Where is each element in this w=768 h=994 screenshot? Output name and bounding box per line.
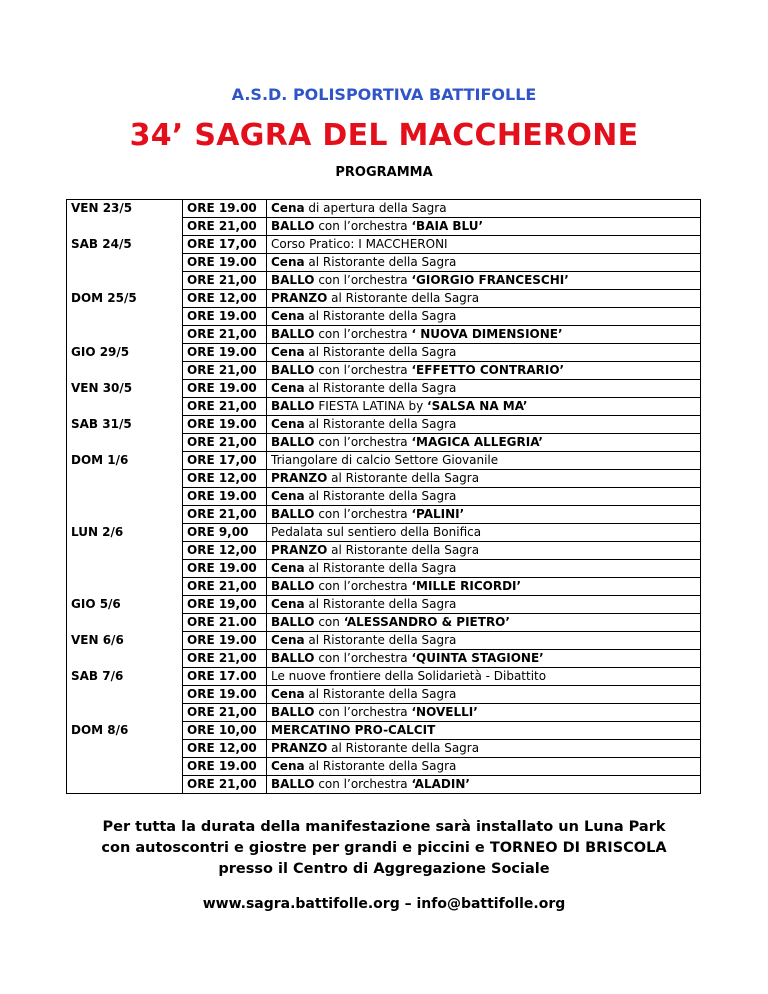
schedule-day <box>67 542 183 560</box>
schedule-row <box>67 506 701 524</box>
schedule-row <box>67 686 701 704</box>
schedule-event <box>267 416 701 434</box>
event-description: con l’orchestra <box>314 507 412 521</box>
schedule-time: ORE 19.00 <box>183 560 267 578</box>
schedule-day <box>67 650 183 668</box>
event-keyword: Cena <box>271 561 305 575</box>
event-description: con l’orchestra <box>314 579 412 593</box>
schedule-row <box>67 218 701 236</box>
schedule-day <box>67 470 183 488</box>
schedule-day <box>67 326 183 344</box>
event-description: al Ristorante della Sagra <box>304 381 457 395</box>
event-performer: ‘BAIA BLU’ <box>411 219 484 233</box>
schedule-event <box>267 470 701 488</box>
schedule-row <box>67 200 701 218</box>
event-description: al Ristorante della Sagra <box>304 633 457 647</box>
event-performer: ‘GIORGIO FRANCESCHI’ <box>411 273 569 287</box>
event-keyword: Cena <box>271 345 305 359</box>
event-description: al Ristorante della Sagra <box>327 291 480 305</box>
schedule-row <box>67 416 701 434</box>
event-description: al Ristorante della Sagra <box>304 255 457 269</box>
schedule-event <box>267 776 701 794</box>
event-keyword: Cena <box>271 255 305 269</box>
schedule-event <box>267 542 701 560</box>
event-keyword: Cena <box>271 597 305 611</box>
schedule-event <box>267 704 701 722</box>
event-keyword: PRANZO <box>271 471 328 485</box>
schedule-time: ORE 21,00 <box>183 650 267 668</box>
schedule-event <box>267 344 701 362</box>
footer-line-2: con autoscontri e giostre per grandi e piccini e TORNEO DI BRISCOLA <box>101 840 667 856</box>
event-keyword: Cena <box>271 417 305 431</box>
schedule-time: ORE 21,00 <box>183 362 267 380</box>
event-keyword: Cena <box>271 489 305 503</box>
event-keyword: Cena <box>271 381 305 395</box>
schedule-event <box>267 308 701 326</box>
schedule-event <box>267 668 701 686</box>
schedule-row <box>67 596 701 614</box>
schedule-day: VEN 6/6 <box>67 632 183 650</box>
event-description: con l’orchestra <box>314 219 412 233</box>
schedule-event <box>267 686 701 704</box>
schedule-event <box>267 488 701 506</box>
schedule-day <box>67 506 183 524</box>
schedule-time: ORE 21,00 <box>183 326 267 344</box>
schedule-time: ORE 19.00 <box>183 632 267 650</box>
schedule-day <box>67 614 183 632</box>
event-description: con l’orchestra <box>314 363 412 377</box>
event-keyword: BALLO <box>271 363 315 377</box>
program-table <box>66 199 701 794</box>
schedule-day <box>67 218 183 236</box>
schedule-time: ORE 21.00 <box>183 614 267 632</box>
schedule-time: ORE 12,00 <box>183 290 267 308</box>
schedule-day: DOM 1/6 <box>67 452 183 470</box>
event-performer: ‘SALSA NA MA’ <box>427 399 528 413</box>
schedule-time: ORE 19.00 <box>183 308 267 326</box>
event-description: con l’orchestra <box>314 705 412 719</box>
event-description: Triangolare di calcio Settore Giovanile <box>271 453 499 467</box>
schedule-row <box>67 272 701 290</box>
schedule-event <box>267 632 701 650</box>
schedule-row <box>67 398 701 416</box>
schedule-row <box>67 542 701 560</box>
event-performer: ‘ALESSANDRO & PIETRO’ <box>343 615 510 629</box>
event-title: 34’ SAGRA DEL MACCHERONE <box>129 118 639 153</box>
schedule-day: DOM 8/6 <box>67 722 183 740</box>
event-description: al Ristorante della Sagra <box>304 597 457 611</box>
event-keyword: BALLO <box>271 705 315 719</box>
schedule-row <box>67 578 701 596</box>
schedule-event <box>267 434 701 452</box>
event-description: con l’orchestra <box>314 651 412 665</box>
event-description: al Ristorante della Sagra <box>304 309 457 323</box>
event-performer: ‘EFFETTO CONTRARIO’ <box>411 363 565 377</box>
schedule-day <box>67 776 183 794</box>
schedule-day <box>67 434 183 452</box>
event-description: al Ristorante della Sagra <box>327 471 480 485</box>
schedule-time: ORE 21,00 <box>183 776 267 794</box>
event-description: Pedalata sul sentiero della Bonifica <box>271 525 482 539</box>
schedule-time: ORE 10,00 <box>183 722 267 740</box>
schedule-event <box>267 506 701 524</box>
schedule-time: ORE 19,00 <box>183 596 267 614</box>
schedule-time: ORE 21,00 <box>183 398 267 416</box>
event-performer: ‘NOVELLI’ <box>411 705 478 719</box>
schedule-time: ORE 19.00 <box>183 380 267 398</box>
event-description: con <box>314 615 344 629</box>
event-description: al Ristorante della Sagra <box>304 489 457 503</box>
event-keyword: Cena <box>271 687 305 701</box>
schedule-day <box>67 308 183 326</box>
schedule-event <box>267 254 701 272</box>
schedule-day: SAB 24/5 <box>67 236 183 254</box>
schedule-day <box>67 686 183 704</box>
schedule-row <box>67 560 701 578</box>
schedule-day <box>67 488 183 506</box>
schedule-row <box>67 632 701 650</box>
event-keyword: PRANZO <box>271 291 328 305</box>
event-keyword: PRANZO <box>271 543 328 557</box>
schedule-time: ORE 21,00 <box>183 272 267 290</box>
schedule-event <box>267 758 701 776</box>
event-keyword: BALLO <box>271 399 315 413</box>
schedule-event <box>267 236 701 254</box>
schedule-event <box>267 290 701 308</box>
event-keyword: BALLO <box>271 273 315 287</box>
schedule-day <box>67 740 183 758</box>
event-description: con l’orchestra <box>314 435 412 449</box>
event-description: al Ristorante della Sagra <box>327 543 480 557</box>
program-table-body <box>67 200 701 794</box>
schedule-time: ORE 21,00 <box>183 506 267 524</box>
schedule-day <box>67 704 183 722</box>
schedule-day: SAB 31/5 <box>67 416 183 434</box>
schedule-time: ORE 21,00 <box>183 578 267 596</box>
schedule-event <box>267 722 701 740</box>
schedule-day: SAB 7/6 <box>67 668 183 686</box>
event-performer: ‘MAGICA ALLEGRIA’ <box>411 435 543 449</box>
footer-line-3: presso il Centro di Aggregazione Sociale <box>218 861 550 877</box>
schedule-event <box>267 218 701 236</box>
schedule-day <box>67 398 183 416</box>
event-keyword: BALLO <box>271 327 315 341</box>
schedule-time: ORE 9,00 <box>183 524 267 542</box>
event-description: al Ristorante della Sagra <box>304 687 457 701</box>
schedule-event <box>267 740 701 758</box>
schedule-event <box>267 560 701 578</box>
schedule-time: ORE 12,00 <box>183 740 267 758</box>
event-keyword: BALLO <box>271 777 315 791</box>
schedule-row <box>67 290 701 308</box>
schedule-day <box>67 758 183 776</box>
event-keyword: BALLO <box>271 219 315 233</box>
schedule-row <box>67 236 701 254</box>
schedule-row <box>67 380 701 398</box>
schedule-row <box>67 452 701 470</box>
event-performer: ‘ NUOVA DIMENSIONE’ <box>411 327 563 341</box>
schedule-time: ORE 19.00 <box>183 758 267 776</box>
schedule-day: DOM 25/5 <box>67 290 183 308</box>
event-description: al Ristorante della Sagra <box>327 741 480 755</box>
schedule-row <box>67 470 701 488</box>
schedule-time: ORE 19.00 <box>183 686 267 704</box>
schedule-row <box>67 524 701 542</box>
contact-links: www.sagra.battifolle.org – info@battifolle.org <box>202 896 566 912</box>
schedule-time: ORE 19.00 <box>183 254 267 272</box>
event-keyword: PRANZO <box>271 741 328 755</box>
schedule-row <box>67 434 701 452</box>
schedule-row <box>67 308 701 326</box>
event-description: con l’orchestra <box>314 777 412 791</box>
event-description: Le nuove frontiere della Solidarietà - Dibattito <box>271 669 547 683</box>
schedule-day: GIO 29/5 <box>67 344 183 362</box>
schedule-day <box>67 272 183 290</box>
event-keyword: BALLO <box>271 507 315 521</box>
schedule-event <box>267 614 701 632</box>
event-description: FIESTA LATINA by <box>314 399 428 413</box>
schedule-day <box>67 362 183 380</box>
event-keyword: BALLO <box>271 615 315 629</box>
event-description: al Ristorante della Sagra <box>304 417 457 431</box>
event-description: con l’orchestra <box>314 327 412 341</box>
schedule-row <box>67 704 701 722</box>
event-description: al Ristorante della Sagra <box>304 759 457 773</box>
program-heading: PROGRAMMA <box>335 165 433 180</box>
organization-name: A.S.D. POLISPORTIVA BATTIFOLLE <box>231 85 537 104</box>
schedule-row <box>67 254 701 272</box>
schedule-event <box>267 362 701 380</box>
schedule-event <box>267 596 701 614</box>
event-keyword: MERCATINO PRO-CALCIT <box>271 723 436 737</box>
schedule-time: ORE 12,00 <box>183 542 267 560</box>
schedule-row <box>67 668 701 686</box>
schedule-time: ORE 21,00 <box>183 434 267 452</box>
schedule-time: ORE 19.00 <box>183 416 267 434</box>
schedule-event <box>267 200 701 218</box>
schedule-row <box>67 326 701 344</box>
schedule-row <box>67 740 701 758</box>
event-description: di apertura della Sagra <box>304 201 447 215</box>
footer-line-1: Per tutta la durata della manifestazione sarà installato un Luna Park <box>102 819 666 835</box>
event-performer: ‘MILLE RICORDI’ <box>411 579 522 593</box>
event-keyword: BALLO <box>271 651 315 665</box>
schedule-row <box>67 722 701 740</box>
event-description: Corso Pratico: I MACCHERONI <box>271 237 448 251</box>
schedule-time: ORE 12,00 <box>183 470 267 488</box>
schedule-row <box>67 776 701 794</box>
schedule-time: ORE 21,00 <box>183 704 267 722</box>
schedule-event <box>267 452 701 470</box>
schedule-time: ORE 19.00 <box>183 200 267 218</box>
event-keyword: Cena <box>271 201 305 215</box>
event-keyword: Cena <box>271 633 305 647</box>
schedule-event <box>267 326 701 344</box>
event-keyword: BALLO <box>271 579 315 593</box>
schedule-day: VEN 23/5 <box>67 200 183 218</box>
event-description: al Ristorante della Sagra <box>304 561 457 575</box>
schedule-row <box>67 488 701 506</box>
event-keyword: Cena <box>271 309 305 323</box>
schedule-day: GIO 5/6 <box>67 596 183 614</box>
schedule-day <box>67 560 183 578</box>
event-description: al Ristorante della Sagra <box>304 345 457 359</box>
schedule-time: ORE 17,00 <box>183 236 267 254</box>
event-description: con l’orchestra <box>314 273 412 287</box>
schedule-time: ORE 17.00 <box>183 668 267 686</box>
schedule-event <box>267 398 701 416</box>
event-performer: ‘ALADIN’ <box>411 777 470 791</box>
schedule-day: LUN 2/6 <box>67 524 183 542</box>
schedule-row <box>67 362 701 380</box>
schedule-time: ORE 17,00 <box>183 452 267 470</box>
schedule-day <box>67 578 183 596</box>
event-keyword: BALLO <box>271 435 315 449</box>
event-keyword: Cena <box>271 759 305 773</box>
schedule-event <box>267 650 701 668</box>
footer-note <box>0 817 768 880</box>
schedule-row <box>67 614 701 632</box>
schedule-time: ORE 19.00 <box>183 488 267 506</box>
schedule-row <box>67 758 701 776</box>
event-performer: ‘PALINI’ <box>411 507 465 521</box>
schedule-time: ORE 19.00 <box>183 344 267 362</box>
schedule-event <box>267 578 701 596</box>
schedule-event <box>267 524 701 542</box>
schedule-event <box>267 380 701 398</box>
schedule-day <box>67 254 183 272</box>
event-performer: ‘QUINTA STAGIONE’ <box>411 651 544 665</box>
schedule-row <box>67 650 701 668</box>
schedule-time: ORE 21,00 <box>183 218 267 236</box>
schedule-event <box>267 272 701 290</box>
schedule-day: VEN 30/5 <box>67 380 183 398</box>
schedule-row <box>67 344 701 362</box>
